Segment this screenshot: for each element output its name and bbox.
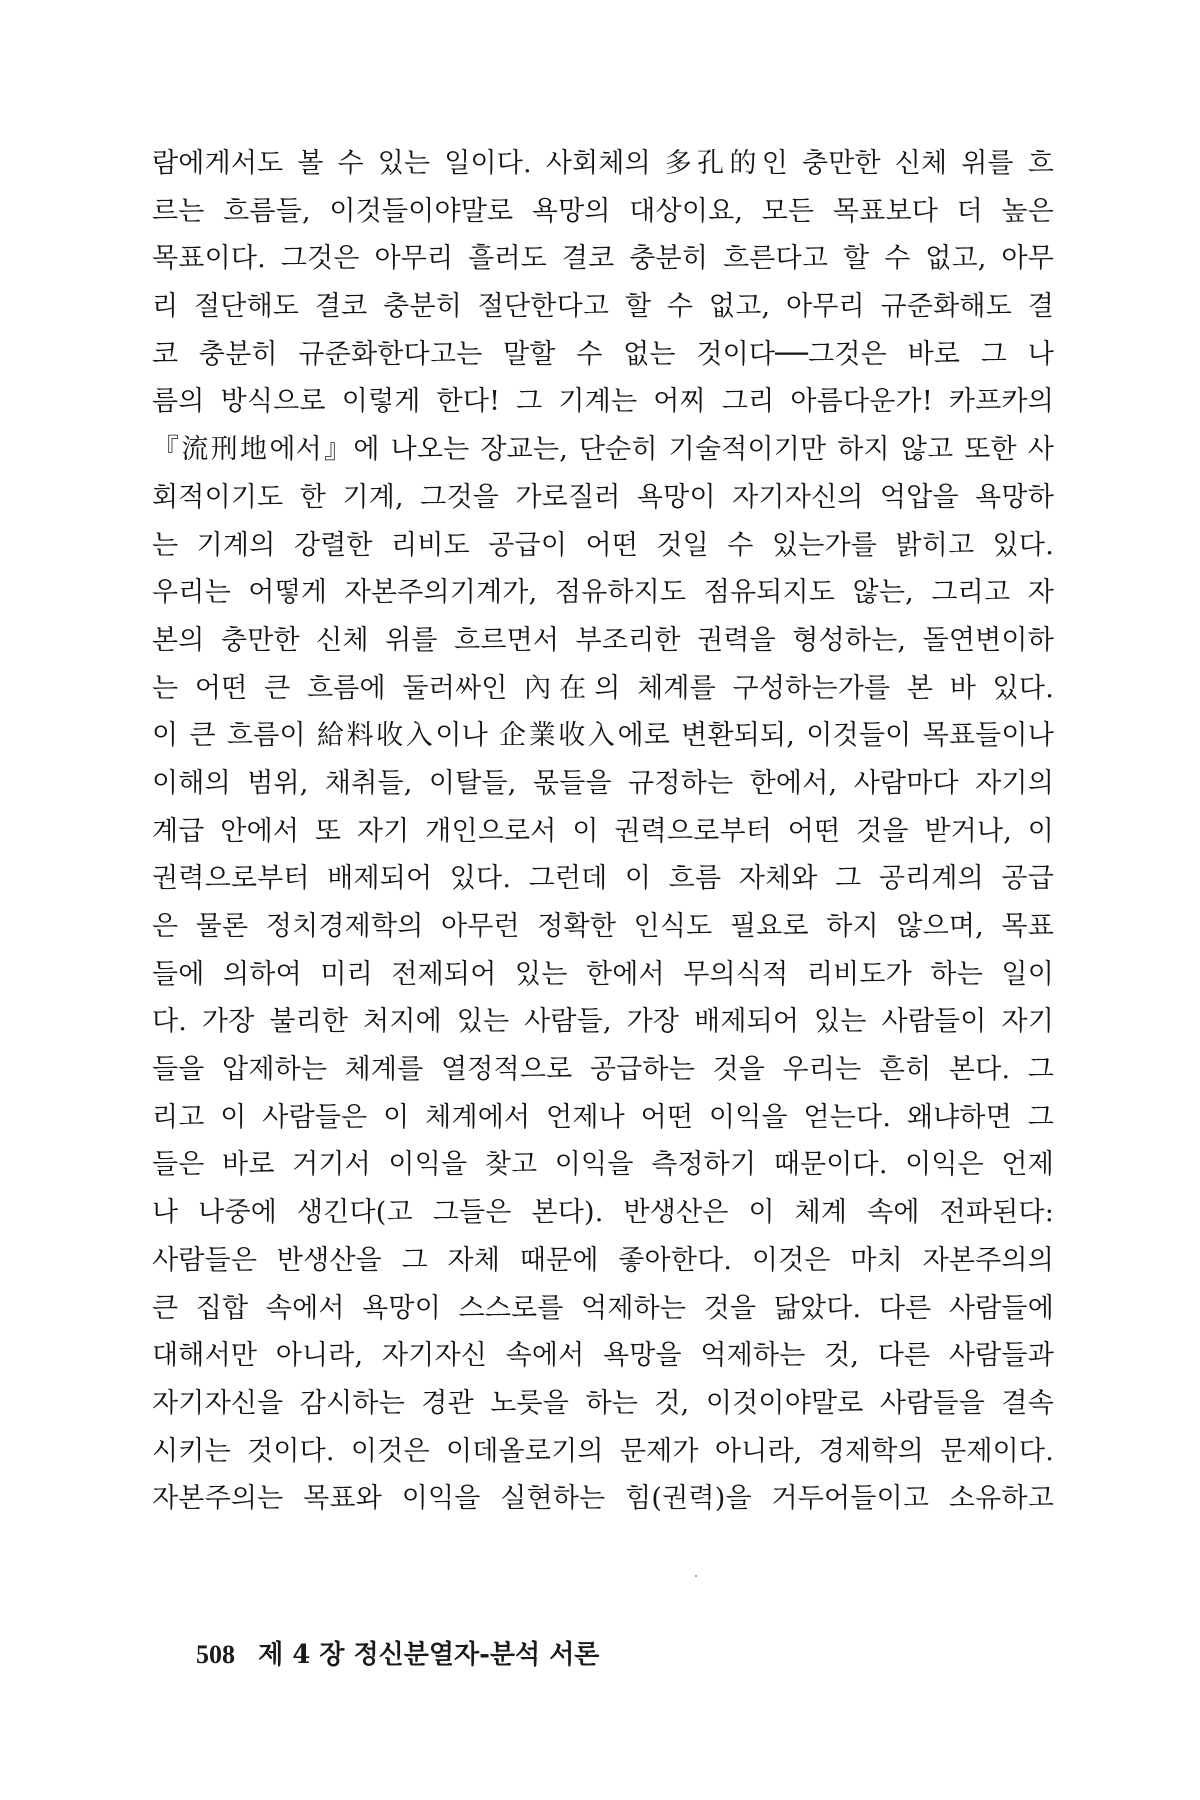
text-line: 시키는 것이다. 이것은 이데올로기의 문제가 아니라, 경제학의 문제이다. bbox=[152, 1435, 1054, 1467]
text-line: 사람들은 반생산을 그 자체 때문에 좋아한다. 이것은 마치 자본주의의 bbox=[152, 1244, 1054, 1276]
text-line: 우리는 어떻게 자본주의기계가, 점유하지도 점유되지도 않는, 그리고 자 bbox=[152, 577, 1054, 609]
text-line: 들을 압제하는 체계를 열정적으로 공급하는 것을 우리는 흔히 본다. 그 bbox=[152, 1054, 1054, 1086]
text-line: 나 나중에 생긴다(고 그들은 본다). 반생산은 이 체계 속에 전파된다: bbox=[152, 1197, 1054, 1229]
text-line: 름의 방식으로 이렇게 한다! 그 기계는 어찌 그리 아름다운가! 카프카의 bbox=[152, 386, 1054, 418]
text-line: 르는 흐름들, 이것들이야말로 욕망의 대상이요, 모든 목표보다 더 높은 bbox=[152, 195, 1054, 227]
text-line: 회적이기도 한 기계, 그것을 가로질러 욕망이 자기자신의 억압을 욕망하 bbox=[152, 481, 1054, 513]
text-line: 는 기계의 강렬한 리비도 공급이 어떤 것일 수 있는가를 밝히고 있다. bbox=[152, 529, 1054, 561]
scan-speck bbox=[695, 1575, 697, 1577]
text-line: 계급 안에서 또 자기 개인으로서 이 권력으로부터 어떤 것을 받거나, 이 bbox=[152, 815, 1054, 847]
text-line: 은 물론 정치경제학의 아무런 정확한 인식도 필요로 하지 않으며, 목표 bbox=[152, 911, 1054, 942]
page-number: 508 bbox=[196, 1640, 235, 1669]
text-line: 들은 바로 거기서 이익을 찾고 이익을 측정하기 때문이다. 이익은 언제 bbox=[152, 1149, 1054, 1181]
text-line: 람에게서도 볼 수 있는 일이다. 사회체의 多孔的인 충만한 신체 위를 흐 bbox=[152, 148, 1054, 179]
chapter-title: 제 4 장 정신분열자-분석 서론 bbox=[258, 1640, 600, 1670]
text-line: 자기자신을 감시하는 경관 노릇을 하는 것, 이것이야말로 사람들을 결속 bbox=[152, 1387, 1054, 1419]
body-text bbox=[152, 140, 1054, 1523]
text-line: 본의 충만한 신체 위를 흐르면서 부조리한 권력을 형성하는, 돌연변이하 bbox=[152, 624, 1054, 656]
text-line: 권력으로부터 배제되어 있다. 그런데 이 흐름 자체와 그 공리계의 공급 bbox=[152, 863, 1054, 895]
text-line: 『流刑地에서』에 나오는 장교는, 단순히 기술적이기만 하지 않고 또한 사 bbox=[152, 434, 1054, 466]
text-line: 큰 집합 속에서 욕망이 스스로를 억제하는 것을 닮았다. 다른 사람들에 bbox=[152, 1292, 1054, 1324]
text-line: 다. 가장 불리한 처지에 있는 사람들, 가장 배제되어 있는 사람들이 자기 bbox=[152, 1006, 1054, 1038]
text-line: 이해의 범위, 채취들, 이탈들, 몫들을 규정하는 한에서, 사람마다 자기의 bbox=[152, 767, 1054, 799]
text-line: 는 어떤 큰 흐름에 둘러싸인 內在의 체계를 구성하는가를 본 바 있다. bbox=[152, 672, 1054, 704]
text-line: 리 절단해도 결코 충분히 절단한다고 할 수 없고, 아무리 규준화해도 결 bbox=[152, 291, 1054, 323]
text-line: 자본주의는 목표와 이익을 실현하는 힘(권력)을 거두어들이고 소유하고 bbox=[152, 1483, 1054, 1515]
text-line: 들에 의하여 미리 전제되어 있는 한에서 무의식적 리비도가 하는 일이 bbox=[152, 958, 1054, 990]
text-line: 리고 이 사람들은 이 체계에서 언제나 어떤 이익을 얻는다. 왜냐하면 그 bbox=[152, 1101, 1054, 1133]
text-line: 대해서만 아니라, 자기자신 속에서 욕망을 억제하는 것, 다른 사람들과 bbox=[152, 1340, 1054, 1372]
text-line: 이 큰 흐름이 給料收入이나 企業收入에로 변환되되, 이것들이 목표들이나 bbox=[152, 720, 1054, 752]
text-line: 목표이다. 그것은 아무리 흘러도 결코 충분히 흐른다고 할 수 없고, 아무 bbox=[152, 243, 1054, 275]
page-footer bbox=[196, 1640, 599, 1670]
text-line: 코 충분히 규준화한다고는 말할 수 없는 것이다──그것은 바로 그 나 bbox=[152, 338, 1054, 370]
